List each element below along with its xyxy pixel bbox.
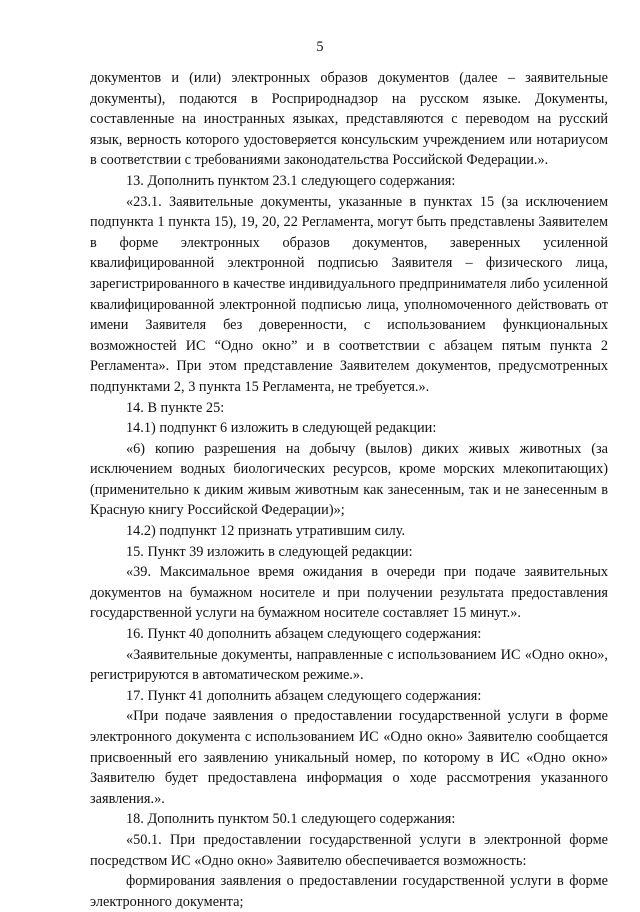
paragraph-item-17: 17. Пункт 41 дополнить абзацем следующего содержания:: [126, 687, 482, 704]
document-body: [90, 68, 608, 912]
paragraph-23-1-text: «23.1. Заявительные документы, указанные в пунктах 15 (за исключением подпункта 1 пункта 15), 19, 20, 22 Регламента, могут быть представлены Заявителем в форме электронных образов документов, заверенных усиленной квалифицированной электронной подписью Заявителя – физического лица, зарегистрированного в качестве индивидуального предпринимателя либо усиленной квалифицированной электронной подписью лица, уполномоченного действовать от имени Заявителя без доверенности, с использованием функциональных возможностей ИС “Одно окно” и в соответствии с абзацем пятым пункта 2 Регламента». При этом представление Заявителем документов, предусмотренных подпунктами 2, 3 пункта 15 Регламента, не требуется.».: [90, 193, 608, 395]
paragraph-40-text: «Заявительные документы, направленные с использованием ИС «Одно окно», регистрируются в автоматическом режиме.».: [90, 646, 608, 684]
paragraph-item-13: 13. Дополнить пунктом 23.1 следующего содержания:: [126, 172, 456, 189]
paragraph-39-text: «39. Максимальное время ожидания в очереди при подаче заявительных документов на бумажном носителе и при получении результата предоставления государственной услуги на бумажном носителе составляет 15 минут.».: [90, 564, 608, 622]
paragraph-50-1-text: «50.1. При предоставлении государственной услуги в электронной форме посредством ИС «Одно окно» Заявителю обеспечивается возможность:: [90, 831, 608, 869]
paragraph-41-text: «При подаче заявления о предоставлении государственной услуги в форме электронного документа с использованием ИС «Одно окно» Заявителю сообщается присвоенный его заявлению уникальный номер, по которому в ИС «Одно окно» Заявителю будет предоставлена информация о ходе рассмотрения указанного заявления.».: [90, 708, 608, 807]
paragraph-item-14-2: 14.2) подпункт 12 признать утратившим силу.: [126, 523, 406, 540]
paragraph-50-1-first-item: формирования заявления о предоставлении государственной услуги в форме электронного документа;: [90, 873, 608, 910]
paragraph-item-15: 15. Пункт 39 изложить в следующей редакции:: [126, 543, 413, 560]
paragraph-item-14: 14. В пункте 25:: [126, 399, 225, 416]
paragraph-continuation: документов и (или) электронных образов документов (далее – заявительные документы), подаются в Росприроднадзор на русском языке. Документы, составленные на иностранных языках, представляются с переводом на русский язык, верность которого удостоверяется консульским учреждением или нотариусом в соответствии с требованиями законодательства Российской Федерации.».: [90, 70, 608, 169]
paragraph-item-18: 18. Дополнить пунктом 50.1 следующего содержания:: [126, 811, 456, 828]
paragraph-subitem-6-text: «6) копию разрешения на добычу (вылов) диких живых животных (за исключением водных биологических ресурсов, кроме морских млекопитающих) (применительно к диким живым животным как занесенным, так и не занесенным в Красную книгу Российской Федерации)»;: [90, 440, 608, 519]
paragraph-item-16: 16. Пункт 40 дополнить абзацем следующего содержания:: [126, 626, 482, 643]
paragraph-item-14-1: 14.1) подпункт 6 изложить в следующей редакции:: [126, 420, 437, 437]
page-number: 5: [316, 39, 324, 55]
